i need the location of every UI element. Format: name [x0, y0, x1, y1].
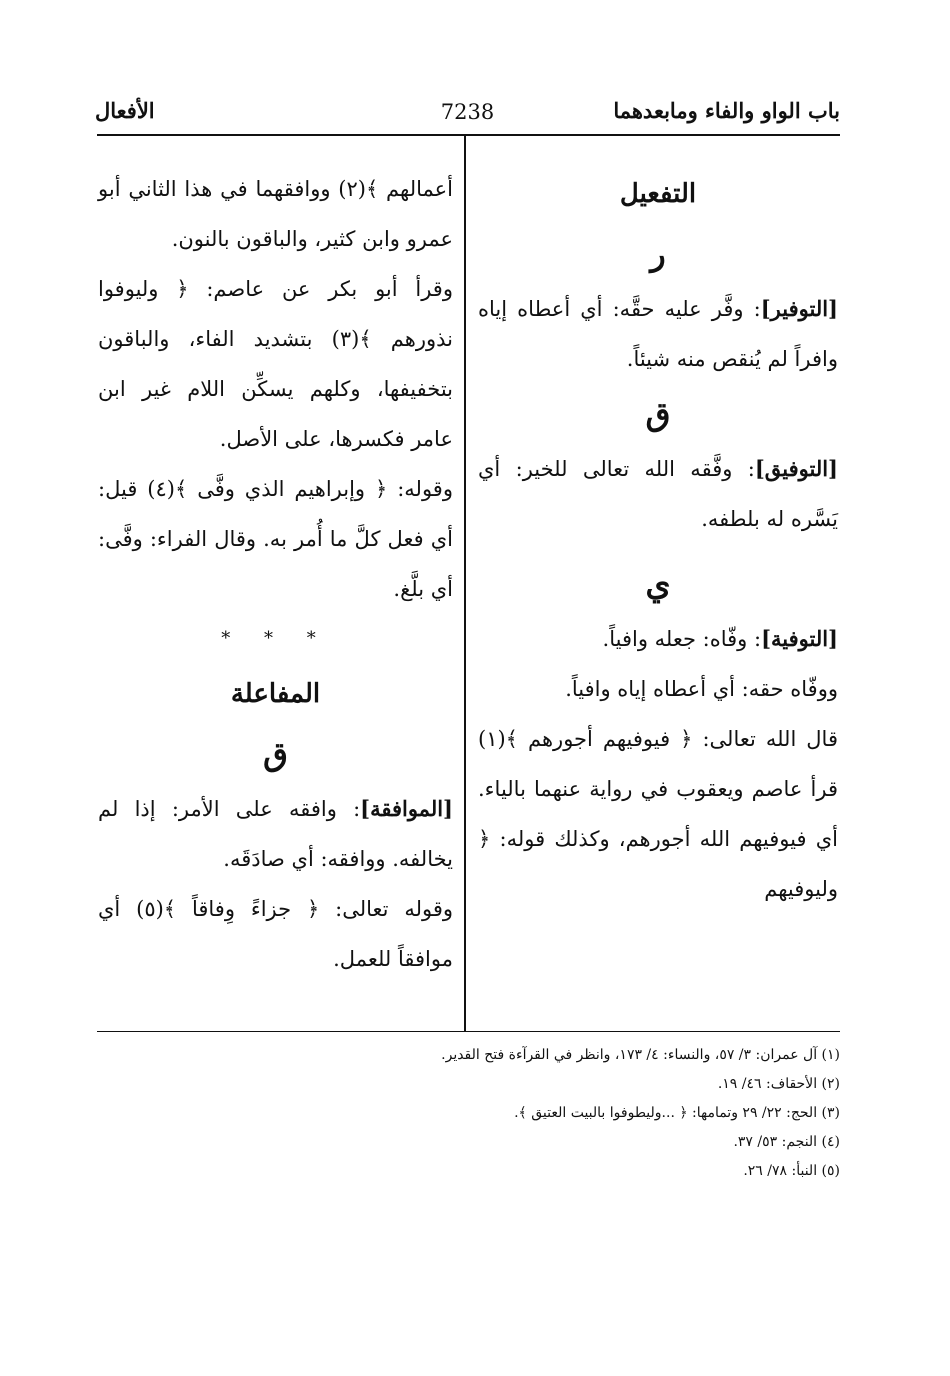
term-tawfiya: [التوفية] — [761, 626, 838, 651]
term-tawfiq: [التوفيق] — [754, 456, 838, 481]
qiraa-paragraph: وقرأ أبو بكر عن عاصم: ﴿ وليوفوا نذورهم ﴾(٣) بتشديد الفاء، والباقون بتخفيفها، وكلهم يسكِّن اللام غير ابن عامر فكسرها، على الأصل. — [98, 277, 453, 451]
footnote-5: (٥) النبأ: ٧٨/ ٢٦. — [743, 1163, 840, 1179]
tawfir-definition: : وفَّر عليه حقَّه: أي أعطاه إياه وافراً لم يُنقص منه شيئاً. — [478, 297, 838, 371]
left-column — [98, 164, 453, 984]
tawfiya-definition: : وفّاه: جعله وافياً. — [602, 627, 762, 651]
mufaala-heading: المفاعلة — [230, 679, 321, 709]
letter-qaf-left: ق — [263, 735, 288, 773]
term-muwafaqa: [الموافقة] — [360, 796, 453, 821]
page-header — [95, 98, 840, 134]
tafil-heading: التفعيل — [619, 179, 697, 209]
letter-ya: ي — [645, 565, 671, 603]
footnote-3: (٣) الحج: ٢٢/ ٢٩ وتمامها: ﴿ ...وليطوفوا بالبيت العتيق ﴾. — [514, 1105, 840, 1121]
right-column — [478, 164, 838, 914]
ibrahim-paragraph: وقوله: ﴿ وإبراهيم الذي وفَّى ﴾(٤) قيل: أي فعل كلَّ ما أُمر به. وقال الفراء: وفَّى: أي بلَّغ. — [98, 477, 453, 601]
footnotes — [98, 1041, 840, 1186]
section-separator: * * * — [221, 628, 330, 649]
page-number: 7238 — [440, 100, 495, 124]
footnote-rule — [97, 1031, 840, 1032]
entry-tawfiq — [478, 444, 838, 544]
entry-tawfiya — [478, 614, 838, 664]
letter-ra: ر — [650, 235, 666, 273]
jazaa-paragraph: وقوله تعالى: ﴿ جزاءً وِفاقاً ﴾(٥) أي موافقاً للعمل. — [98, 897, 454, 971]
section-title: الأفعال — [95, 98, 155, 123]
tawfiq-definition: : وفَّقه الله تعالى للخير: أي يَسَّره له بلطفه. — [478, 457, 838, 531]
letter-qaf: ق — [645, 395, 671, 433]
chapter-title: باب الواو والفاء ومابعدهما — [613, 98, 840, 123]
footnote-4: (٤) النجم: ٥٣/ ٣٧. — [733, 1134, 840, 1150]
muwafaqa-definition: : وافقه على الأمر: إذا لم يخالفه. ووافقه: أي صادَقَه. — [98, 797, 453, 871]
header-rule — [97, 134, 840, 136]
column-divider — [464, 136, 466, 1031]
continuation-paragraph: أعمالهم ﴾(٢) ووافقهما في هذا الثاني أبو عمرو وابن كثير، والباقون بالنون. — [98, 177, 453, 251]
quote-paragraph: قال الله تعالى: ﴿ فيوفيهم أجورهم ﴾(١) قرأ عاصم ويعقوب في رواية عنهما بالياء. أي فيوفيهم الله أجورهم، وكذلك قوله: ﴿ وليوفيهم — [478, 727, 838, 901]
term-tawfir: [التوفير] — [760, 296, 838, 321]
wafah-paragraph: ووفّاه حقه: أي أعطاه إياه وافياً. — [565, 677, 838, 701]
footnote-1: (١) آل عمران: ٣/ ٥٧، والنساء: ٤/ ١٧٣، وانظر في القرآءة فتح القدير. — [441, 1047, 840, 1063]
entry-muwafaqa — [98, 784, 453, 884]
footnote-2: (٢) الأحقاف: ٤٦/ ١٩. — [717, 1076, 840, 1092]
entry-tawfir — [478, 284, 838, 384]
